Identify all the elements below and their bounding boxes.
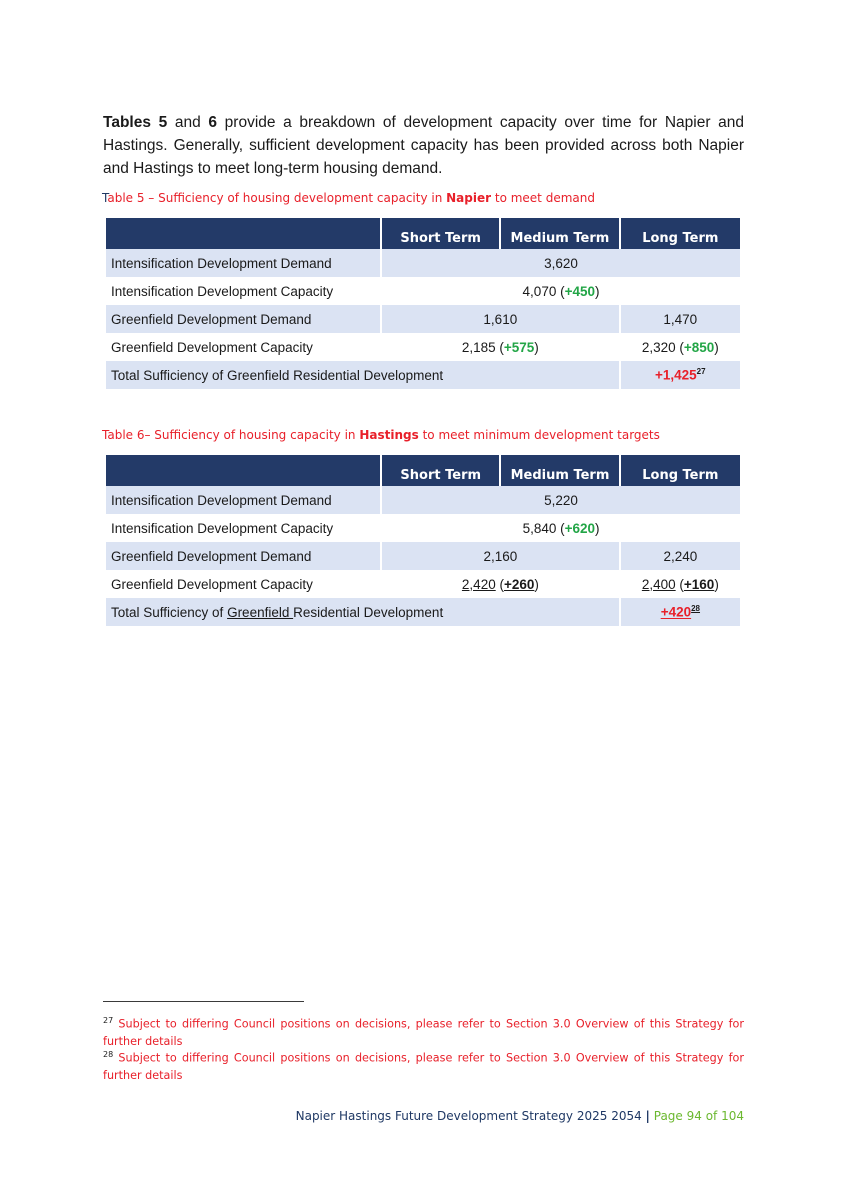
row-label: Greenfield Development Capacity: [111, 339, 313, 355]
header-long-term: Long Term: [621, 217, 740, 249]
row-label: Intensification Development Demand: [106, 249, 380, 277]
table-ref-5: Tables 5: [103, 114, 168, 131]
footnote-28: $^{28}$ Subject to differing Council positions on decisions, please refer to Section 3.0 Overview of this Strategy for further details: [103, 1050, 744, 1082]
table-row: [106, 542, 740, 570]
row-value: 5,220: [382, 486, 740, 514]
intro-paragraph: [103, 111, 744, 180]
row-value: 3,620: [382, 249, 740, 277]
table-row: [106, 333, 740, 361]
table5-caption: Table 5 – Sufficiency of housing development capacity in Napier to meet demand: [102, 191, 595, 205]
intro-text: provide a breakdown of development capacity over time for Napier and Hastings. Generally, sufficient development capacity has been provided across both Napier and Hastings to meet long-term housing demand.: [103, 114, 744, 177]
table-row-total: [106, 598, 740, 626]
table-row: [106, 305, 740, 333]
header-long-term: Long Term: [621, 454, 740, 486]
row-label: Total Sufficiency of Greenfield Residential Development: [106, 361, 619, 389]
hastings-capacity-table: [104, 454, 742, 626]
row-label: Intensification Development Demand: [106, 486, 380, 514]
row-label: Greenfield Development Capacity: [111, 576, 313, 592]
napier-capacity-table: [104, 217, 742, 389]
header-short-term: Short Term: [382, 454, 499, 486]
page-footer: [296, 1109, 744, 1123]
header-medium-term: Medium Term: [501, 454, 618, 486]
header-blank: [106, 217, 380, 249]
row-label: Intensification Development Capacity: [111, 283, 334, 299]
footnote-27: $^{27}$ Subject to differing Council positions on decisions, please refer to Section 3.0 Overview of this Strategy for further details: [103, 1016, 744, 1048]
table-row: [106, 249, 740, 277]
table-row: [106, 570, 740, 598]
row-value-total: $+420^{28}$: [621, 598, 740, 626]
row-value: 5,840 (+620): [522, 520, 600, 536]
table-ref-6: 6: [208, 114, 218, 131]
table-row: [106, 486, 740, 514]
row-value-long: 1,470: [621, 305, 740, 333]
table-row: [106, 514, 740, 542]
row-label: Total Sufficiency of Greenfield Residential Development: [106, 598, 619, 626]
table-row-total: [106, 361, 740, 389]
row-value-long: 2,400 (+160): [641, 576, 719, 592]
row-value-short-medium: 2,160: [382, 542, 619, 570]
header-short-term: Short Term: [382, 217, 499, 249]
intro-and: and: [167, 114, 209, 131]
row-label: Greenfield Development Demand: [106, 542, 380, 570]
row-value-short-medium: 2,185 (+575): [461, 339, 539, 355]
footnote-divider: [103, 1001, 304, 1002]
footer-separator: |: [645, 1109, 650, 1123]
page-number: Page 94 of 104: [649, 1109, 744, 1123]
row-value-short-medium: 2,420 (+260): [461, 576, 539, 592]
row-value-total: $+1,425^{27}$: [621, 361, 740, 389]
header-blank: [106, 454, 380, 486]
table-row: [106, 277, 740, 305]
header-medium-term: Medium Term: [501, 217, 618, 249]
table-header-row: [106, 454, 740, 486]
row-label: Greenfield Development Demand: [106, 305, 380, 333]
row-value-long: 2,320 (+850): [641, 339, 719, 355]
footer-title: Napier Hastings Future Development Strategy 2025 2054: [295, 1109, 646, 1123]
row-value-long: 2,240: [621, 542, 740, 570]
row-value-short-medium: 1,610: [382, 305, 619, 333]
table-header-row: [106, 217, 740, 249]
table6-caption: Table 6– Sufficiency of housing capacity in Hastings to meet minimum development targets: [102, 428, 660, 442]
row-value: 4,070 (+450): [522, 283, 600, 299]
row-label: Intensification Development Capacity: [111, 520, 334, 536]
